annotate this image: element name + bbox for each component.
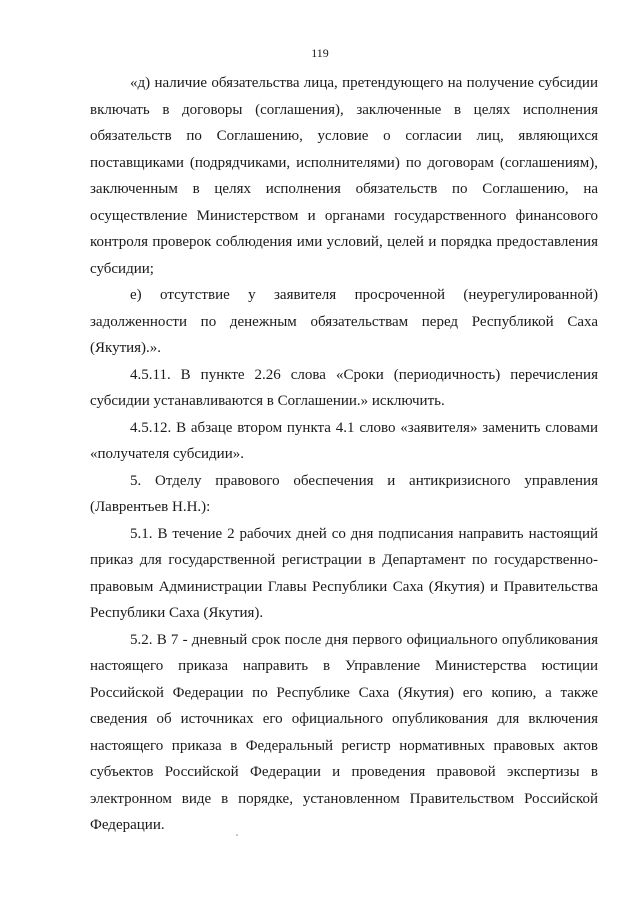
paragraph-5-2: 5.2. В 7 - дневный срок после дня первого официального опубликования настоящего приказа направить в Управление Министерства юстиции Российской Федерации по Республике Саха (Якутия) его копию, а также сведения об источниках его официального опубликования для включения настоящего приказа в Федеральный регистр нормативных правовых актов субъектов Российской Федерации и проведения правовой экспертизы в электронном виде в порядке, установленном Правительством Российской Федерации. — [90, 631, 598, 833]
page-number: 119 — [311, 46, 329, 60]
paragraph-5-1: 5.1. В течение 2 рабочих дней со дня подписания направить настоящий приказ для государственной регистрации в Департамент по государственно-правовым Администрации Главы Республики Саха (Якутия) и Правительства Республики Саха (Якутия). — [90, 525, 598, 621]
paragraph-4-5-11: 4.5.11. В пункте 2.26 слова «Сроки (периодичность) перечисления субсидии устанавливаются в Соглашении.» исключить. — [90, 366, 598, 409]
paragraph-subsidy-condition-d: «д) наличие обязательства лица, претендующего на получение субсидии включать в договоры (соглашения), заключенные в целях исполнения обязательств по Соглашению, условие о согласии лиц, являющихся поставщиками (подрядчиками, исполнителями) по договорам (соглашениям), заключенным в целях исполнения обязательств по Соглашению, на осуществление Министерством и органами государственного финансового контроля проверок соблюдения ими условий, целей и порядка предоставления субсидии; — [90, 75, 598, 277]
paragraph-4-5-12: 4.5.12. В абзаце втором пункта 4.1 слово «заявителя» заменить словами «получателя субсидии». — [90, 419, 598, 462]
document-body — [90, 70, 598, 839]
paragraph-condition-e: е) отсутствие у заявителя просроченной (неурегулированной) задолженности по денежным обязательствам перед Республикой Саха (Якутия).». — [90, 287, 598, 356]
paragraph-5: 5. Отделу правового обеспечения и антикризисного управления (Лаврентьев Н.Н.): — [90, 472, 598, 515]
scan-speck — [236, 834, 238, 836]
